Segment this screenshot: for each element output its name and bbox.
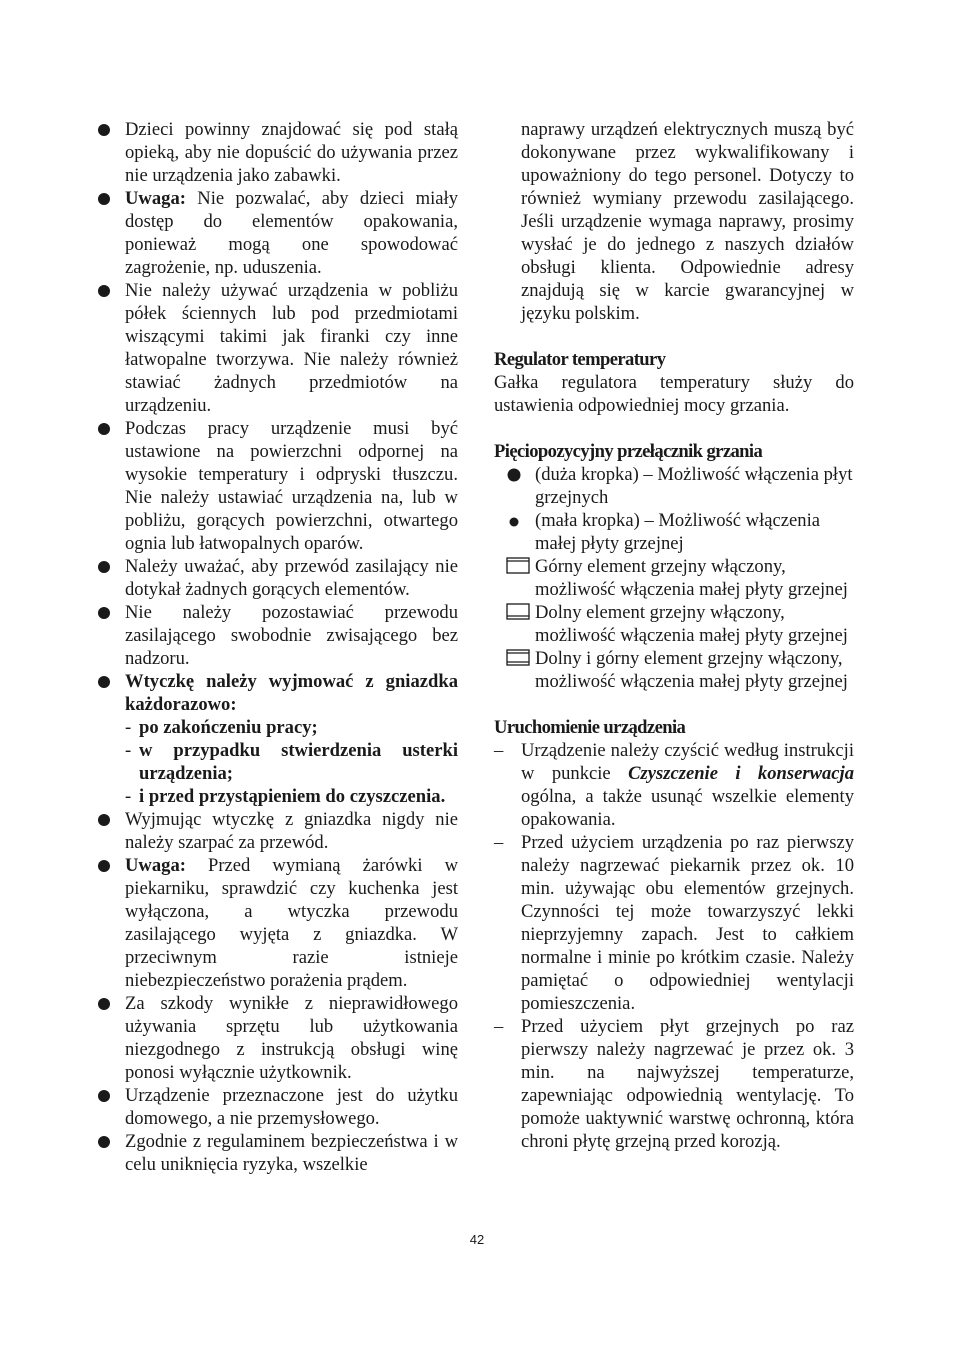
switch-item-text: Górny element grzejny włączony, możliwość włączenia małej płyty grzejnej: [535, 556, 848, 600]
sub-list-item-text: w przypadku stwierdzenia usterki urządzenia;: [139, 740, 458, 784]
bullet-icon: [98, 607, 110, 619]
bottom-heater-icon: [506, 603, 530, 626]
switch-item-text: Dolny element grzejny włączony, możliwość włączenia małej płyty grzejnej: [535, 602, 848, 646]
switch-item-text: Dolny i górny element grzejny włączony, możliwość włączenia małej płyty grzejnej: [535, 648, 848, 692]
list-item-text: Przed użyciem urządzenia po raz pierwszy należy nagrzewać piekarnik przez ok. 10 min. używając obu elementów grzejnych. Czynności tej może towarzyszyć lekki nieprzyjemny zapach. Jest to całkiem normalne i minie po krótkim czasie. Należy pamiętać o odpowiedniej wentylacji pomieszczenia.: [521, 832, 854, 1014]
list-item-text: ogólna, a także usunąć wszelkie elementy opakowania.: [521, 786, 854, 830]
bullet-icon: [98, 285, 110, 297]
continued-paragraph: naprawy urządzeń elektrycznych muszą być dokonywane przez wykwalifikowany i upoważniony do tego personel. Dotyczy to również wymiany przewodu zasilającego. Jeśli urządzenie wymaga naprawy, prosimy wysłać je do jednego z naszych działów obsługi klienta. Odpowiednie adresy znajdują się w karcie gwarancyjnej w języku polskim.: [521, 119, 854, 324]
list-item-text: Podczas pracy urządzenie musi być ustawione na powierzchni odpornej na wysokie temperatury i odpryski tłuszczu. Nie należy ustawiać urządzenia na, lub w pobliżu, gorących powierzchni, otwartego ognia lub łatwopalnych oparów.: [125, 418, 458, 554]
list-item-text: Przed użyciem płyt grzejnych po raz pierwszy należy nagrzewać je przez ok. 3 min. na najwyższej temperaturze, zapewniając odpowiednią wentylację. To pomoże uaktywnić warstwę ochronną, która chroni płytę grzejną przed korozją.: [521, 1016, 854, 1152]
bullet-icon: [98, 998, 110, 1010]
switch-item-text: (duża kropka) – Możliwość włączenia płyt grzejnych: [535, 464, 853, 508]
warning-label: Uwaga:: [125, 188, 186, 209]
list-item: [96, 279, 458, 417]
switch-item-text: (mała kropka) – Możliwość włączenia małej płyty grzejnej: [535, 510, 820, 554]
list-item: [96, 187, 458, 279]
section-heading-regulator: Regulator temperatury: [494, 349, 666, 370]
right-column: [494, 118, 854, 1153]
bullet-icon: [98, 561, 110, 573]
list-item-text: Wyjmując wtyczkę z gniazdka nigdy nie należy szarpać za przewód.: [125, 809, 458, 853]
list-item-text: Nie pozwalać, aby dzieci miały dostęp do elementów opakowania, ponieważ mogą one spowodować zagrożenie, np. uduszenia.: [125, 188, 458, 278]
list-item-text: Urządzenie należy czyścić według instrukcji w punkcie: [521, 740, 854, 784]
top-heater-icon: [506, 557, 530, 580]
list-item-text: Przed wymianą żarówki w piekarniku, sprawdzić czy kuchenka jest wyłączona, a wtyczka przewodu zasilającego wyjęta z gniazdka. W przeciwnym razie istnieje niebezpieczeństwo porażenia prądem.: [125, 855, 458, 991]
dash-marker: –: [494, 1016, 504, 1037]
switch-item: [494, 555, 854, 601]
list-item: [96, 992, 458, 1084]
bullet-icon: [98, 814, 110, 826]
switch-item: [494, 463, 854, 509]
sub-list-item-text: i przed przystąpieniem do czyszczenia.: [139, 786, 446, 807]
bullet-icon: [98, 676, 110, 688]
list-item: [96, 601, 458, 670]
bullet-icon: [98, 193, 110, 205]
list-item: [96, 808, 458, 854]
switch-item: [494, 509, 854, 555]
large-dot-icon: [506, 466, 522, 489]
dash-marker: –: [494, 740, 504, 761]
page-number: 42: [469, 1232, 485, 1247]
list-item-text: Nie należy pozostawiać przewodu zasilającego swobodnie zwisającego bez nadzoru.: [125, 602, 458, 669]
small-dot-icon: [506, 512, 522, 535]
switch-item: [494, 647, 854, 693]
section-heading-start: Uruchomienie urządzenia: [494, 717, 686, 738]
list-item: [96, 670, 458, 716]
bullet-icon: [98, 1136, 110, 1148]
list-item: [96, 1084, 458, 1130]
bullet-icon: [98, 1090, 110, 1102]
list-item: [96, 854, 458, 992]
bullet-icon: [98, 860, 110, 872]
list-item-text: Dzieci powinny znajdować się pod stałą opieką, aby nie dopuścić do używania przez nie urządzenia jako zabawki.: [125, 119, 458, 186]
regulator-paragraph: Gałka regulatora temperatury służy do ustawienia odpowiedniej mocy grzania.: [494, 372, 854, 416]
list-item-text: Należy uważać, aby przewód zasilający nie dotykał żadnych gorących elementów.: [125, 556, 458, 600]
reference-link-text: Czyszczenie i konserwacja: [628, 763, 854, 784]
list-item-text: Wtyczkę należy wyjmować z gniazdka każdorazowo:: [125, 671, 458, 715]
list-item: [494, 739, 854, 831]
list-item: [494, 831, 854, 1015]
list-item: [494, 1015, 854, 1153]
bullet-icon: [98, 423, 110, 435]
list-item: [96, 1130, 458, 1176]
sub-list-item-text: po zakończeniu pracy;: [139, 717, 318, 738]
list-item: [96, 118, 458, 187]
bullet-icon: [98, 124, 110, 136]
list-item-text: Urządzenie przeznaczone jest do użytku domowego, a nie przemysłowego.: [125, 1085, 458, 1129]
section-heading-switch: Pięciopozycyjny przełącznik grzania: [494, 441, 763, 462]
sub-list-item: - po zakończeniu pracy;: [125, 717, 318, 738]
dash-marker: –: [494, 832, 504, 853]
sub-list-item: - i przed przystąpieniem do czyszczenia.: [125, 786, 446, 807]
top-bottom-heater-icon: [506, 649, 530, 672]
list-item-text: Nie należy używać urządzenia w pobliżu półek ściennych lub pod przedmiotami wiszącymi takimi jak firanki czy inne łatwopalne tworzywa. Nie należy również stawiać żadnych przedmiotów na urządzeniu.: [125, 280, 458, 416]
left-column: [96, 118, 458, 1176]
list-item: [96, 555, 458, 601]
switch-item: [494, 601, 854, 647]
list-item-text: Za szkody wynikłe z nieprawidłowego używania sprzętu lub użytkowania niezgodnego z instrukcją obsługi winę ponosi wyłącznie użytkownik.: [125, 993, 458, 1083]
list-item: [96, 417, 458, 555]
sub-list-item: - w przypadku stwierdzenia usterki urządzenia;: [125, 740, 458, 784]
list-item-text: Zgodnie z regulaminem bezpieczeństwa i w celu uniknięcia ryzyka, wszelkie: [125, 1131, 458, 1175]
warning-label: Uwaga:: [125, 855, 186, 876]
